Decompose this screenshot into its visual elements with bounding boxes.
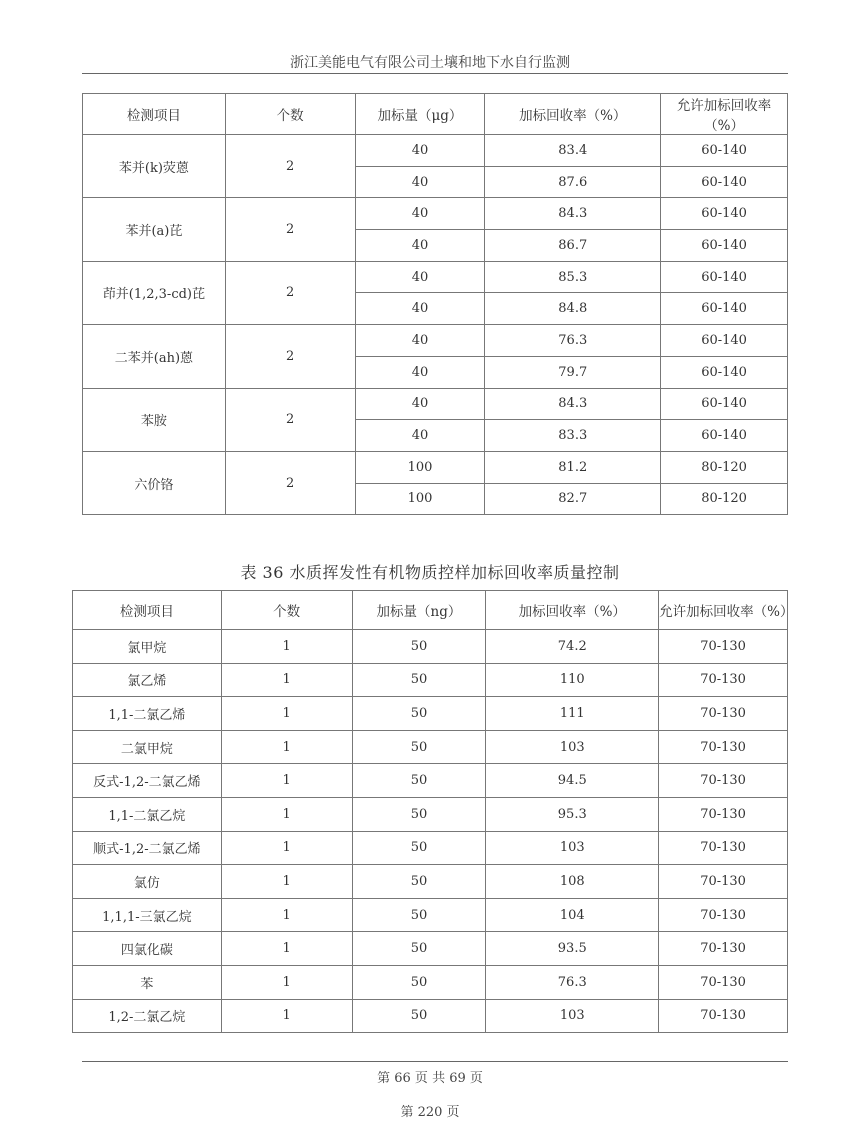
- item-cell: 苯胺: [83, 388, 226, 451]
- recovery-cell: 84.3: [485, 198, 661, 230]
- allowed-cell: 60-140: [661, 356, 788, 388]
- allowed-cell: 70-130: [659, 797, 788, 831]
- table-header-row: [73, 591, 788, 630]
- recovery-cell: 94.5: [486, 764, 659, 798]
- amount-cell: 50: [352, 932, 486, 966]
- header-rule: [82, 73, 788, 74]
- amount-cell: 40: [355, 261, 485, 293]
- count-cell: 2: [225, 451, 355, 514]
- item-cell: 顺式-1,2-二氯乙烯: [73, 831, 222, 865]
- allowed-cell: 60-140: [661, 420, 788, 452]
- column-header: 加标回收率（%）: [486, 591, 659, 630]
- count-cell: 1: [221, 663, 352, 697]
- table-row: [83, 388, 788, 420]
- allowed-cell: 60-140: [661, 261, 788, 293]
- item-cell: 1,1-二氯乙烯: [73, 697, 222, 731]
- outer-page-number: 第 220 页: [400, 1105, 460, 1120]
- allowed-cell: 60-140: [661, 293, 788, 325]
- amount-cell: 40: [355, 388, 485, 420]
- page-header: 浙江美能电气有限公司土壤和地下水自行监测: [290, 55, 570, 71]
- amount-cell: 50: [352, 965, 486, 999]
- table-row: [83, 325, 788, 357]
- allowed-cell: 60-140: [661, 198, 788, 230]
- count-cell: 1: [221, 999, 352, 1033]
- table-row: [73, 764, 788, 798]
- amount-cell: 40: [355, 230, 485, 262]
- allowed-cell: 60-140: [661, 230, 788, 262]
- allowed-cell: 70-130: [659, 663, 788, 697]
- allowed-cell: 70-130: [659, 999, 788, 1033]
- count-cell: 1: [221, 865, 352, 899]
- column-header: 允许加标回收率（%）: [661, 94, 788, 135]
- amount-cell: 50: [352, 697, 486, 731]
- table-row: [73, 730, 788, 764]
- table-row: [73, 965, 788, 999]
- count-cell: 1: [221, 797, 352, 831]
- table-row: [73, 663, 788, 697]
- column-header: 加标量（ng）: [352, 591, 486, 630]
- amount-cell: 40: [355, 166, 485, 198]
- amount-cell: 100: [355, 483, 485, 515]
- column-header: 加标回收率（%）: [485, 94, 661, 135]
- count-cell: 1: [221, 764, 352, 798]
- count-cell: 2: [225, 261, 355, 324]
- recovery-cell: 110: [486, 663, 659, 697]
- footer-rule: [82, 1061, 788, 1062]
- count-cell: 1: [221, 730, 352, 764]
- recovery-cell: 84.3: [485, 388, 661, 420]
- recovery-cell: 74.2: [486, 630, 659, 664]
- recovery-cell: 82.7: [485, 483, 661, 515]
- table-row: [73, 630, 788, 664]
- amount-cell: 40: [355, 420, 485, 452]
- recovery-cell: 103: [486, 999, 659, 1033]
- item-cell: 茚并(1,2,3-cd)芘: [83, 261, 226, 324]
- column-header: 允许加标回收率（%）: [659, 591, 788, 630]
- item-cell: 苯并(k)荧蒽: [83, 135, 226, 198]
- amount-cell: 50: [352, 764, 486, 798]
- count-cell: 1: [221, 630, 352, 664]
- column-header: 个数: [221, 591, 352, 630]
- recovery-cell: 95.3: [486, 797, 659, 831]
- table-row: [83, 261, 788, 293]
- table-row: [83, 198, 788, 230]
- allowed-cell: 70-130: [659, 697, 788, 731]
- table-row: [73, 797, 788, 831]
- allowed-cell: 70-130: [659, 630, 788, 664]
- allowed-cell: 60-140: [661, 135, 788, 167]
- item-cell: 1,2-二氯乙烷: [73, 999, 222, 1033]
- recovery-cell: 81.2: [485, 451, 661, 483]
- column-header: 加标量（μg）: [355, 94, 485, 135]
- page-number: 第 66 页 共 69 页: [377, 1071, 483, 1086]
- amount-cell: 50: [352, 730, 486, 764]
- allowed-cell: 70-130: [659, 932, 788, 966]
- allowed-cell: 70-130: [659, 898, 788, 932]
- amount-cell: 50: [352, 831, 486, 865]
- allowed-cell: 60-140: [661, 325, 788, 357]
- column-header: 个数: [225, 94, 355, 135]
- count-cell: 1: [221, 965, 352, 999]
- item-cell: 苯并(a)芘: [83, 198, 226, 261]
- count-cell: 2: [225, 135, 355, 198]
- allowed-cell: 60-140: [661, 388, 788, 420]
- amount-cell: 50: [352, 898, 486, 932]
- amount-cell: 40: [355, 293, 485, 325]
- amount-cell: 40: [355, 356, 485, 388]
- allowed-cell: 60-140: [661, 166, 788, 198]
- amount-cell: 50: [352, 663, 486, 697]
- table-row: [83, 451, 788, 483]
- item-cell: 二苯并(ah)蒽: [83, 325, 226, 388]
- table-row: [73, 999, 788, 1033]
- item-cell: 1,1,1-三氯乙烷: [73, 898, 222, 932]
- amount-cell: 40: [355, 198, 485, 230]
- amount-cell: 100: [355, 451, 485, 483]
- table-row: [73, 697, 788, 731]
- allowed-cell: 70-130: [659, 865, 788, 899]
- recovery-cell: 104: [486, 898, 659, 932]
- recovery-cell: 84.8: [485, 293, 661, 325]
- table-row: [73, 932, 788, 966]
- column-header: 检测项目: [73, 591, 222, 630]
- recovery-cell: 83.3: [485, 420, 661, 452]
- recovery-cell: 108: [486, 865, 659, 899]
- recovery-cell: 76.3: [485, 325, 661, 357]
- water-voc-spike-recovery-table: [72, 590, 794, 1033]
- item-cell: 氯仿: [73, 865, 222, 899]
- recovery-cell: 103: [486, 831, 659, 865]
- allowed-cell: 70-130: [659, 764, 788, 798]
- allowed-cell: 70-130: [659, 730, 788, 764]
- table-row: [73, 831, 788, 865]
- recovery-cell: 79.7: [485, 356, 661, 388]
- table-row: [83, 135, 788, 167]
- table-row: [73, 898, 788, 932]
- recovery-cell: 83.4: [485, 135, 661, 167]
- item-cell: 1,1-二氯乙烷: [73, 797, 222, 831]
- recovery-cell: 76.3: [486, 965, 659, 999]
- recovery-cell: 111: [486, 697, 659, 731]
- amount-cell: 40: [355, 135, 485, 167]
- item-cell: 氯甲烷: [73, 630, 222, 664]
- item-cell: 苯: [73, 965, 222, 999]
- table-row: [73, 865, 788, 899]
- count-cell: 1: [221, 831, 352, 865]
- recovery-cell: 103: [486, 730, 659, 764]
- item-cell: 六价铬: [83, 451, 226, 514]
- item-cell: 四氯化碳: [73, 932, 222, 966]
- recovery-cell: 93.5: [486, 932, 659, 966]
- allowed-cell: 70-130: [659, 831, 788, 865]
- column-header: 检测项目: [83, 94, 226, 135]
- recovery-cell: 86.7: [485, 230, 661, 262]
- count-cell: 2: [225, 325, 355, 388]
- count-cell: 2: [225, 388, 355, 451]
- allowed-cell: 80-120: [661, 451, 788, 483]
- count-cell: 1: [221, 697, 352, 731]
- allowed-cell: 80-120: [661, 483, 788, 515]
- amount-cell: 50: [352, 865, 486, 899]
- amount-cell: 50: [352, 797, 486, 831]
- recovery-cell: 85.3: [485, 261, 661, 293]
- item-cell: 氯乙烯: [73, 663, 222, 697]
- item-cell: 反式-1,2-二氯乙烯: [73, 764, 222, 798]
- table-header-row: [83, 94, 788, 135]
- count-cell: 1: [221, 932, 352, 966]
- recovery-cell: 87.6: [485, 166, 661, 198]
- count-cell: 1: [221, 898, 352, 932]
- soil-spike-recovery-table: [82, 93, 788, 515]
- item-cell: 二氯甲烷: [73, 730, 222, 764]
- amount-cell: 50: [352, 999, 486, 1033]
- table-caption: 表 36 水质挥发性有机物质控样加标回收率质量控制: [240, 563, 620, 582]
- amount-cell: 50: [352, 630, 486, 664]
- allowed-cell: 70-130: [659, 965, 788, 999]
- count-cell: 2: [225, 198, 355, 261]
- amount-cell: 40: [355, 325, 485, 357]
